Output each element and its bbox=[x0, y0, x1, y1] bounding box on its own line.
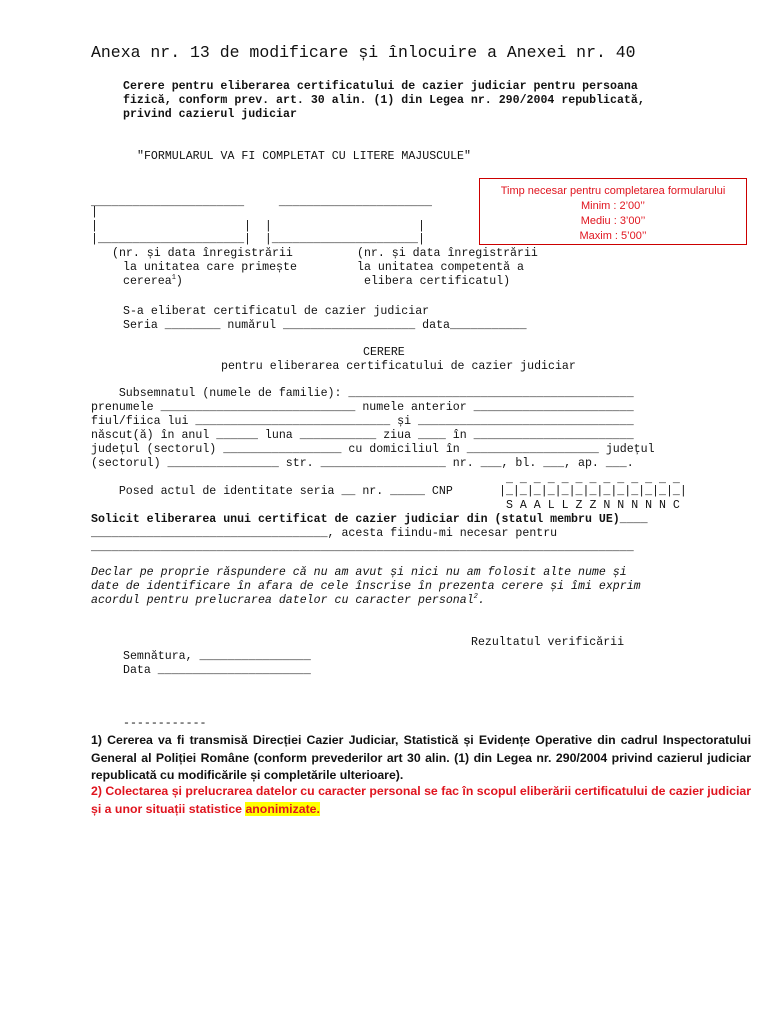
left-caption-line-1: (nr. și data înregistrării bbox=[112, 247, 293, 260]
form-line-firstname[interactable]: prenumele ____________________________ numele anterior _______________________ bbox=[91, 401, 634, 414]
time-maxim: Maxim : 5’00’’ bbox=[579, 230, 647, 242]
cnp-legend: S A A L L Z Z N N N N N C bbox=[499, 499, 680, 512]
subtitle-line-3: privind cazierul judiciar bbox=[123, 108, 297, 121]
completion-time-box bbox=[479, 178, 747, 245]
signature-line[interactable]: Semnătura, ________________ bbox=[123, 650, 311, 663]
request-line-2[interactable]: __________________________________, acesta fiindu-mi necesar pentru bbox=[91, 527, 558, 540]
registration-box-line-1: ______________________ ______________________ bbox=[91, 196, 432, 209]
left-caption-line-2: la unitatea care primește bbox=[123, 261, 297, 274]
cerere-subtitle: pentru eliberarea certificatului de cazier judiciar bbox=[221, 360, 576, 373]
registration-box-line-3: | | | | bbox=[91, 220, 425, 233]
form-line-address[interactable]: (sectorul) ________________ str. __________________ nr. ___, bl. ___, ap. ___. bbox=[91, 457, 634, 470]
registration-box-line-2: | bbox=[91, 206, 98, 219]
issued-line-2: Seria ________ numărul ___________________ data___________ bbox=[123, 319, 527, 332]
anonimizate-highlight: anonimizate. bbox=[245, 801, 320, 816]
issued-line-1: S-a eliberat certificatul de cazier judiciar bbox=[123, 305, 430, 318]
form-line-county[interactable]: județul (sectorul) _________________ cu domiciliul în ___________________ județul bbox=[91, 443, 655, 456]
declaration-line-1: Declar pe proprie răspundere că nu am avut și nici nu am folosit alte nume și bbox=[91, 566, 627, 579]
right-caption-line-2: la unitatea competentă a bbox=[357, 261, 524, 274]
right-caption-line-3: elibera certificatul) bbox=[364, 275, 511, 288]
request-bold-line: Solicit eliberarea unui certificat de cazier judiciar din (statul membru UE)____ bbox=[91, 513, 648, 526]
date-line[interactable]: Data ______________________ bbox=[123, 664, 311, 677]
cnp-top: _ _ _ _ _ _ _ _ _ _ _ _ _ bbox=[499, 473, 680, 486]
footnote-2: 2) Colectarea și prelucrarea datelor cu caracter personal se fac în scopul eliberării certificatului de cazier judiciar și a unor situații statistice anonimizate. bbox=[91, 784, 751, 816]
cerere-title: CERERE bbox=[363, 346, 405, 359]
request-line-3[interactable]: ______________________________________________________________________________ bbox=[91, 541, 634, 554]
footnote-1: 1) Cererea va fi transmisă Direcției Cazier Judiciar, Statistică și Evidențe Operative din cadrul Inspectoratului General al Poliției Române (conform prevederilor art 30 alin. (1) din Legea nr. 290/2004 privind cazierul judiciar republicată cu modificările și completările ulterioare). bbox=[91, 733, 751, 782]
identity-line[interactable]: Posed actul de identitate seria __ nr. _____ CNP bbox=[91, 485, 460, 498]
form-line-surname[interactable]: Subsemnatul (numele de familie): _________________________________________ bbox=[91, 387, 634, 400]
cnp-boxes[interactable]: |_|_|_|_|_|_|_|_|_|_|_|_|_| bbox=[499, 485, 687, 498]
time-mediu: Mediu : 3’00’’ bbox=[580, 215, 646, 227]
subtitle-line-1: Cerere pentru eliberarea certificatului de cazier judiciar pentru persoana bbox=[123, 80, 638, 93]
time-minim: Minim : 2’00’’ bbox=[581, 200, 645, 212]
uppercase-instruction: "FORMULARUL VA FI COMPLETAT CU LITERE MAJUSCULE" bbox=[137, 150, 471, 163]
footnote-separator: ------------ bbox=[123, 717, 207, 730]
time-box-title: Timp necesar pentru completarea formularului bbox=[500, 185, 726, 197]
form-line-parents[interactable]: fiul/fiica lui ____________________________ și _______________________________ bbox=[91, 415, 634, 428]
subtitle-line-2: fizică, conform prev. art. 30 alin. (1) din Legea nr. 290/2004 republicată, bbox=[123, 94, 645, 107]
declaration-line-3: acordul pentru prelucrarea datelor cu caracter personal$^2$. bbox=[91, 593, 485, 607]
registration-box-line-4: |_____________________| |_____________________| bbox=[91, 233, 425, 246]
verification-result: Rezultatul verificării bbox=[471, 636, 625, 649]
right-caption-line-1: (nr. și data înregistrării bbox=[357, 247, 538, 260]
declaration-line-2: date de identificare în afara de cele înscrise în prezenta cerere și îmi exprim bbox=[91, 580, 641, 593]
left-caption-line-3: cererea$^1$) bbox=[123, 274, 183, 288]
annex-title: Anexa nr. 13 de modificare și înlocuire a Anexei nr. 40 bbox=[91, 43, 636, 62]
form-line-birth[interactable]: născut(ă) în anul ______ luna ___________ ziua ____ în _______________________ bbox=[91, 429, 634, 442]
